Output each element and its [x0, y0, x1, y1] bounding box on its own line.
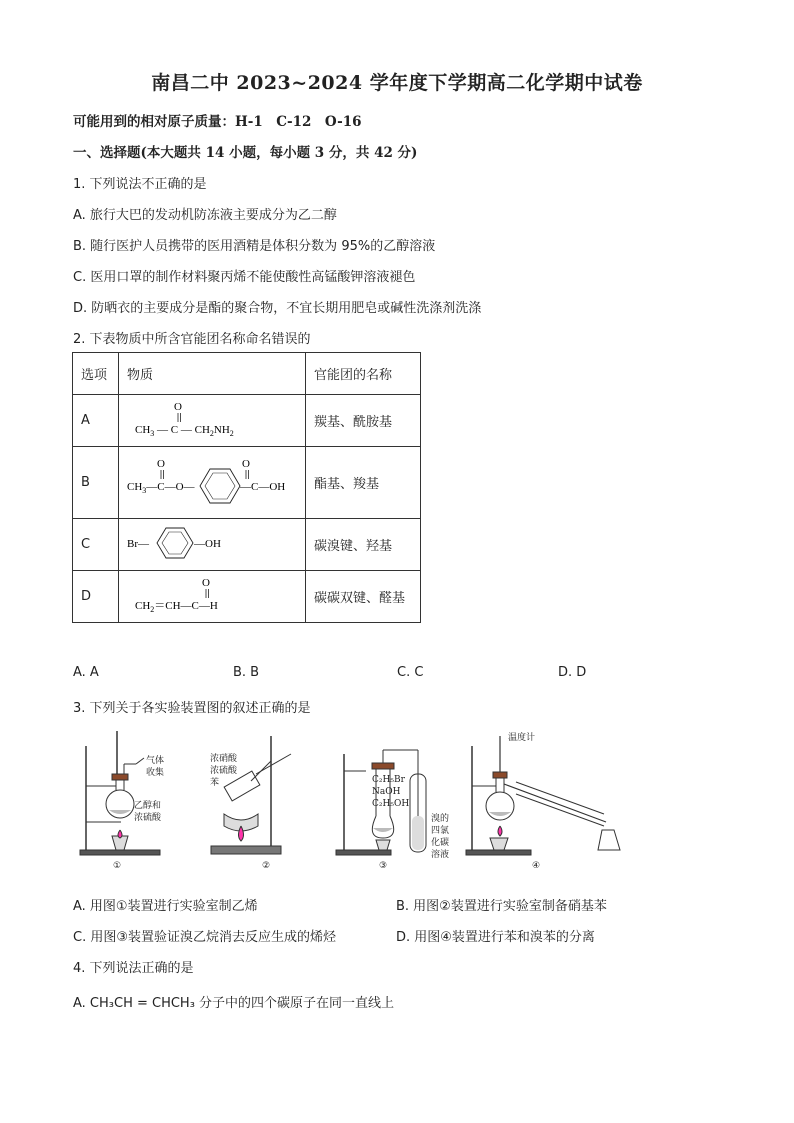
apparatus-1 — [80, 731, 160, 855]
section-heading: 一、选择题(本大题共 14 小题，每小题 3 分，共 42 分) — [73, 145, 418, 161]
label-bromine-2: 四氯 — [431, 826, 450, 836]
row-group-name: 羰基、酰胺基 — [306, 395, 421, 447]
label-bromine-3: 化碳 — [431, 838, 450, 848]
svg-text:CH3 — C — CH2NH2: $CH_3$ — C — $CH_2NH_2$ — [135, 423, 234, 438]
structure-a — [119, 395, 306, 447]
label-c2h5oh: C₂H₅OH — [372, 799, 410, 809]
structure-a-diagram — [127, 396, 287, 442]
label-nitric: 浓硝酸 — [210, 754, 238, 764]
table-row — [73, 395, 421, 447]
svg-text:O: O — [202, 576, 210, 589]
apparatus-figure — [76, 726, 636, 876]
header-group-name: 官能团的名称 — [306, 353, 421, 395]
row-group-name: 碳碳双键、醛基 — [306, 571, 421, 623]
structure-d — [119, 571, 306, 623]
exam-title: 南昌二中 2023~2024 学年度下学期高二化学期中试卷 — [151, 72, 643, 94]
label-bromine-4: 溶液 — [431, 850, 450, 860]
svg-text:—C—OH: —C—OH — [240, 480, 286, 493]
q3-option-d: D. 用图④装置进行苯和溴苯的分离 — [396, 930, 595, 945]
label-ethanol: 乙醇和 — [134, 801, 162, 811]
row-group-name: 碳溴键、羟基 — [306, 519, 421, 571]
row-group-name: 酯基、羧基 — [306, 447, 421, 519]
label-thermometer: 温度计 — [508, 733, 536, 743]
apparatus-3-labels — [372, 775, 449, 871]
label-fig4: ④ — [532, 861, 541, 871]
q1-option-d: D. 防晒衣的主要成分是酯的聚合物，不宜长期用肥皂或碱性洗涤剂洗涤 — [73, 301, 482, 316]
q3-option-a: A. 用图①装置进行实验室制乙烯 — [73, 899, 258, 914]
svg-text:O: O — [157, 457, 165, 470]
row-option: D — [73, 571, 119, 623]
row-option: A — [73, 395, 119, 447]
svg-text:CH2＝CH—C—H: $CH_2=CH—C—H$ — [135, 599, 218, 614]
label-collect: 收集 — [146, 768, 165, 778]
table-row — [73, 571, 421, 623]
q3-option-b: B. 用图②装置进行实验室制备硝基苯 — [396, 899, 607, 914]
table-row — [73, 447, 421, 519]
apparatus-4 — [466, 736, 620, 855]
label-c2h5br: C₂H₅Br — [372, 775, 405, 785]
q1-option-a: A. 旅行大巴的发动机防冻液主要成分为乙二醇 — [73, 208, 337, 223]
svg-text:—OH: —OH — [194, 537, 221, 550]
structure-d-diagram — [127, 572, 287, 618]
row-option: B — [73, 447, 119, 519]
q4-option-a: A. CH₃CH = CHCH₃ 分子中的四个碳原子在同一直线上 — [73, 996, 395, 1011]
structure-b — [119, 447, 306, 519]
label-bromine-1: 溴的 — [431, 814, 450, 824]
label-fig3: ③ — [379, 861, 388, 871]
header-option: 选项 — [73, 353, 119, 395]
label-conc-acid: 浓硫酸 — [134, 813, 162, 823]
label-fig1: ① — [113, 861, 122, 871]
structure-c-diagram — [127, 520, 247, 566]
label-fig2: ② — [262, 861, 271, 871]
svg-text:O: O — [174, 400, 182, 413]
structure-c — [119, 519, 306, 571]
svg-text:CH3—C—O—: $CH_3—C—O—$ — [127, 480, 195, 495]
q2-choice-c: C. C — [397, 665, 424, 680]
svg-text:O: O — [242, 457, 250, 470]
label-sulfuric: 浓硫酸 — [210, 766, 238, 776]
header-substance: 物质 — [119, 353, 306, 395]
svg-text:Br—: Br— — [127, 537, 149, 550]
q1-option-b: B. 随行医护人员携带的医用酒精是体积分数为 95%的乙醇溶液 — [73, 239, 436, 254]
q2-choice-d: D. D — [558, 665, 587, 680]
q3-option-c: C. 用图③装置验证溴乙烷消去反应生成的烯烃 — [73, 930, 336, 945]
label-benzene: 苯 — [210, 778, 220, 788]
q4-stem: 4. 下列说法正确的是 — [73, 961, 194, 976]
q1-stem: 1. 下列说法不正确的是 — [73, 177, 207, 192]
q2-choice-a: A. A — [73, 665, 99, 680]
table-header-row — [73, 353, 421, 395]
structure-b-diagram — [127, 448, 297, 514]
table-row — [73, 519, 421, 571]
q2-stem: 2. 下表物质中所含官能团名称命名错误的 — [73, 332, 311, 347]
row-option: C — [73, 519, 119, 571]
label-naoh: NaOH — [372, 787, 401, 797]
q3-stem: 3. 下列关于各实验装置图的叙述正确的是 — [73, 701, 311, 716]
q2-choice-b: B. B — [233, 665, 260, 680]
q1-option-c: C. 医用口罩的制作材料聚丙烯不能使酸性高锰酸钾溶液褪色 — [73, 270, 416, 285]
label-gas: 气体 — [146, 756, 165, 766]
functional-group-table — [72, 352, 421, 623]
atomic-mass-line: 可能用到的相对原子质量：H-1 C-12 O-16 — [73, 114, 362, 130]
